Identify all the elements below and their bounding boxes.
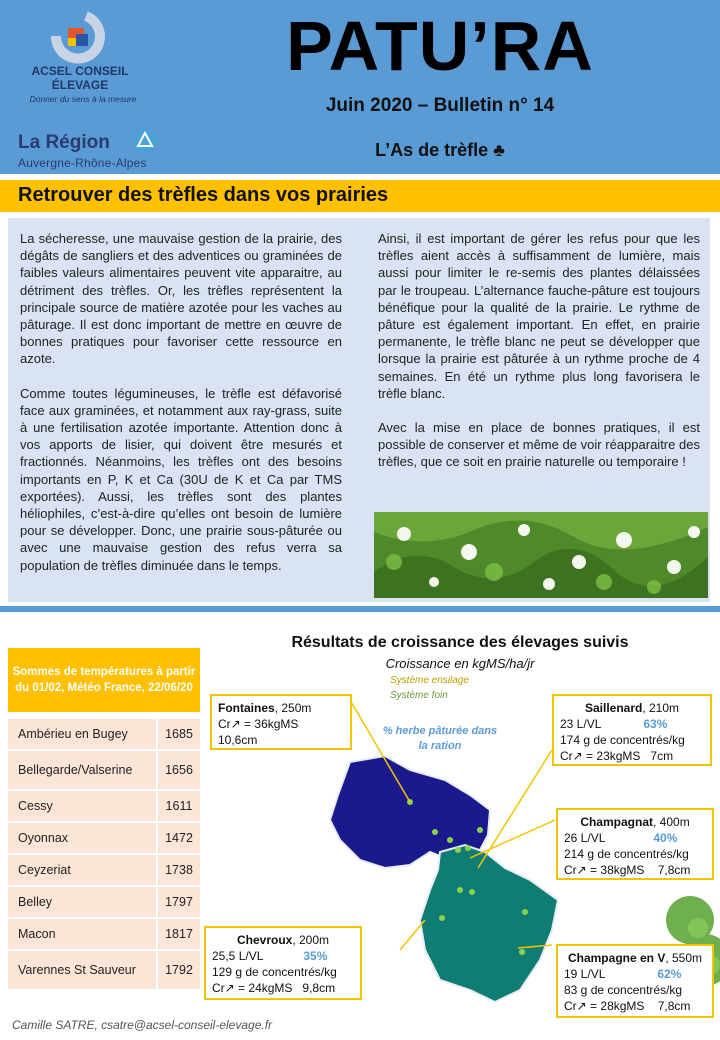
article-column-left <box>20 230 342 591</box>
farm-concentrates: 174 g de concentrés/kg <box>560 733 685 747</box>
table-row <box>8 791 200 821</box>
issue-info: Juin 2020 – Bulletin n° 14 <box>325 95 555 116</box>
temperature-sum: 1685 <box>156 719 200 749</box>
org-tagline: Donner du sens à la mesure <box>29 94 137 104</box>
station-name: Cessy <box>18 799 53 813</box>
temperature-sum: 1792 <box>156 951 200 989</box>
station-name: Ambérieu en Bugey <box>18 727 128 741</box>
farm-pct-grazed: 63% <box>643 717 668 731</box>
article-column-right <box>378 230 700 488</box>
temperature-sum: 1472 <box>156 823 200 853</box>
results-subtitle: Croissance en kgMS/ha/jr <box>385 656 535 671</box>
station-name: Bellegarde/Valserine <box>18 763 133 777</box>
farm-growth: Cr↗ = 38kgMS 7,8cm <box>564 863 691 877</box>
temperature-sum: 1611 <box>156 791 200 821</box>
clover-photo <box>374 512 708 598</box>
paragraph: Ainsi, il est important de gérer les refus pour que les trèfles aient accès à suffisamment de lumière, mais aussi pour limiter le re-semis des plantes délaissées par le troupeau. L’alternance fauche-pâture est toujours bénéfique pour la qualité de la prairie. Le rythme de pâture est également important. En effet, en prairie permanente, le trèfle blanc ne peut se développer que lorsque la prairie est pâturée à un rythme proche de 4 semaines. En été un rythme plus long favorisera le trèfle blanc. <box>378 231 700 401</box>
farm-pct-grazed: 40% <box>653 831 678 845</box>
farm-box-saillenard <box>552 694 712 766</box>
temperature-sum: 1797 <box>156 887 200 917</box>
farm-growth: Cr↗ = 28kgMS 7,8cm <box>564 999 691 1013</box>
farm-milk: 23 L/VL <box>560 717 602 731</box>
farm-altitude: , 210m <box>642 701 680 715</box>
paragraph: Avec la mise en place de bonnes pratiques, il est possible de conserver et même de voir réapparaitre des trèfles, que ce soit en prairie naturelle ou temporaire ! <box>378 420 700 470</box>
temperature-sum: 1656 <box>156 751 200 789</box>
farm-concentrates: 214 g de concentrés/kg <box>564 847 689 861</box>
farm-milk: 19 L/VL <box>564 967 606 981</box>
farm-box-fontaines <box>210 694 352 750</box>
farm-box-champagnat <box>556 808 714 880</box>
farm-pct-grazed: 62% <box>657 967 682 981</box>
table-row <box>8 719 200 749</box>
farm-pct-grazed: 35% <box>303 949 328 963</box>
farm-height: 10,6cm <box>218 733 258 747</box>
station-name: Belley <box>18 895 53 909</box>
newsletter-title: PATU’RA <box>286 7 594 85</box>
results-title: Résultats de croissance des élevages suivis <box>291 634 629 651</box>
temperature-table-header: Sommes de températures à partir du 01/02, Météo France, 22/06/20 <box>8 648 200 712</box>
temperature-sum: 1817 <box>156 919 200 949</box>
farm-concentrates: 129 g de concentrés/kg <box>212 965 337 979</box>
farm-box-champagne-en-v <box>556 944 714 1018</box>
farm-concentrates: 83 g de concentrés/kg <box>564 983 683 997</box>
paragraph: Comme toutes légumineuses, le trèfle est défavorisé face aux graminées, et notamment aux ray-grass, suite à une fertilisation azotée importante. Attention donc à vos apports de lisier, qui doivent être mesurés et fractionnés. Néanmoins, les trèfles ont des besoins importants en P, K et Ca (30U de K et Ca par TMS exportées). Aussi, les trèfles sont des plantes héliophiles, c’est-à-dire qu’elles ont besoin de lumière pour se développer. Donc, une prairie sous-pâturée ou avec une mauvaise gestion des refus verra sa population de trèfles diminuée dans le temps. <box>20 385 342 573</box>
farm-growth: Cr↗ = 36kgMS <box>218 717 299 731</box>
section-divider <box>0 606 720 612</box>
region-name: La Région <box>18 132 110 153</box>
section-title: Retrouver des trèfles dans vos prairies <box>18 184 389 206</box>
author-contact: Camille SATRE, csatre@acsel-conseil-elevage.fr <box>12 1018 273 1032</box>
farm-name: Champagnat <box>580 815 653 829</box>
table-row <box>8 951 200 989</box>
table-row <box>8 855 200 885</box>
table-row <box>8 919 200 949</box>
farm-name: Champagne en V <box>567 951 666 965</box>
farm-box-chevroux <box>204 926 362 1000</box>
farm-name: Saillenard <box>584 701 643 715</box>
farm-name: Fontaines <box>218 701 275 715</box>
table-row <box>8 823 200 853</box>
station-name: Varennes St Sauveur <box>18 963 136 977</box>
farm-altitude: , 200m <box>292 933 330 947</box>
farm-milk: 26 L/VL <box>564 831 606 845</box>
station-name: Oyonnax <box>18 831 69 845</box>
table-row <box>8 751 200 789</box>
farm-altitude: , 550m <box>665 951 703 965</box>
farm-altitude: , 400m <box>653 815 690 829</box>
station-name: Macon <box>18 927 56 941</box>
temperature-sum: 1738 <box>156 855 200 885</box>
region-logo-icon <box>132 128 158 154</box>
legend-pct-grazed: % herbe pâturée dans la ration <box>382 725 498 752</box>
legend-ensilage: Système ensilage <box>390 675 469 686</box>
paragraph: La sécheresse, une mauvaise gestion de la prairie, des dégâts de sangliers et des adventices ou graminées de faibles valeurs alimentaires peuvent vite apparaitre, au détriment des trèfles. Or, les trèfles représentent la principale source de matière azotée pour les vaches au pâturage. Il est donc important de mettre en œuvre de bonnes pratiques pour favoriser cette ressource en azote. <box>20 231 342 367</box>
farm-name: Chevroux <box>236 933 293 947</box>
org-name: ACSEL CONSEIL ÉLEVAGE <box>31 64 129 92</box>
issue-theme: L’As de trèfle ♣ <box>375 140 505 160</box>
farm-milk: 25,5 L/VL <box>212 949 264 963</box>
farm-growth: Cr↗ = 23kgMS 7cm <box>560 749 674 763</box>
farm-growth: Cr↗ = 24kgMS 9,8cm <box>212 981 336 995</box>
station-name: Ceyzeriat <box>18 863 71 877</box>
table-row <box>8 887 200 917</box>
legend-foin: Système foin <box>390 690 448 701</box>
region-subtitle: Auvergne-Rhône-Alpes <box>18 156 147 170</box>
farm-altitude: , 250m <box>274 701 312 715</box>
